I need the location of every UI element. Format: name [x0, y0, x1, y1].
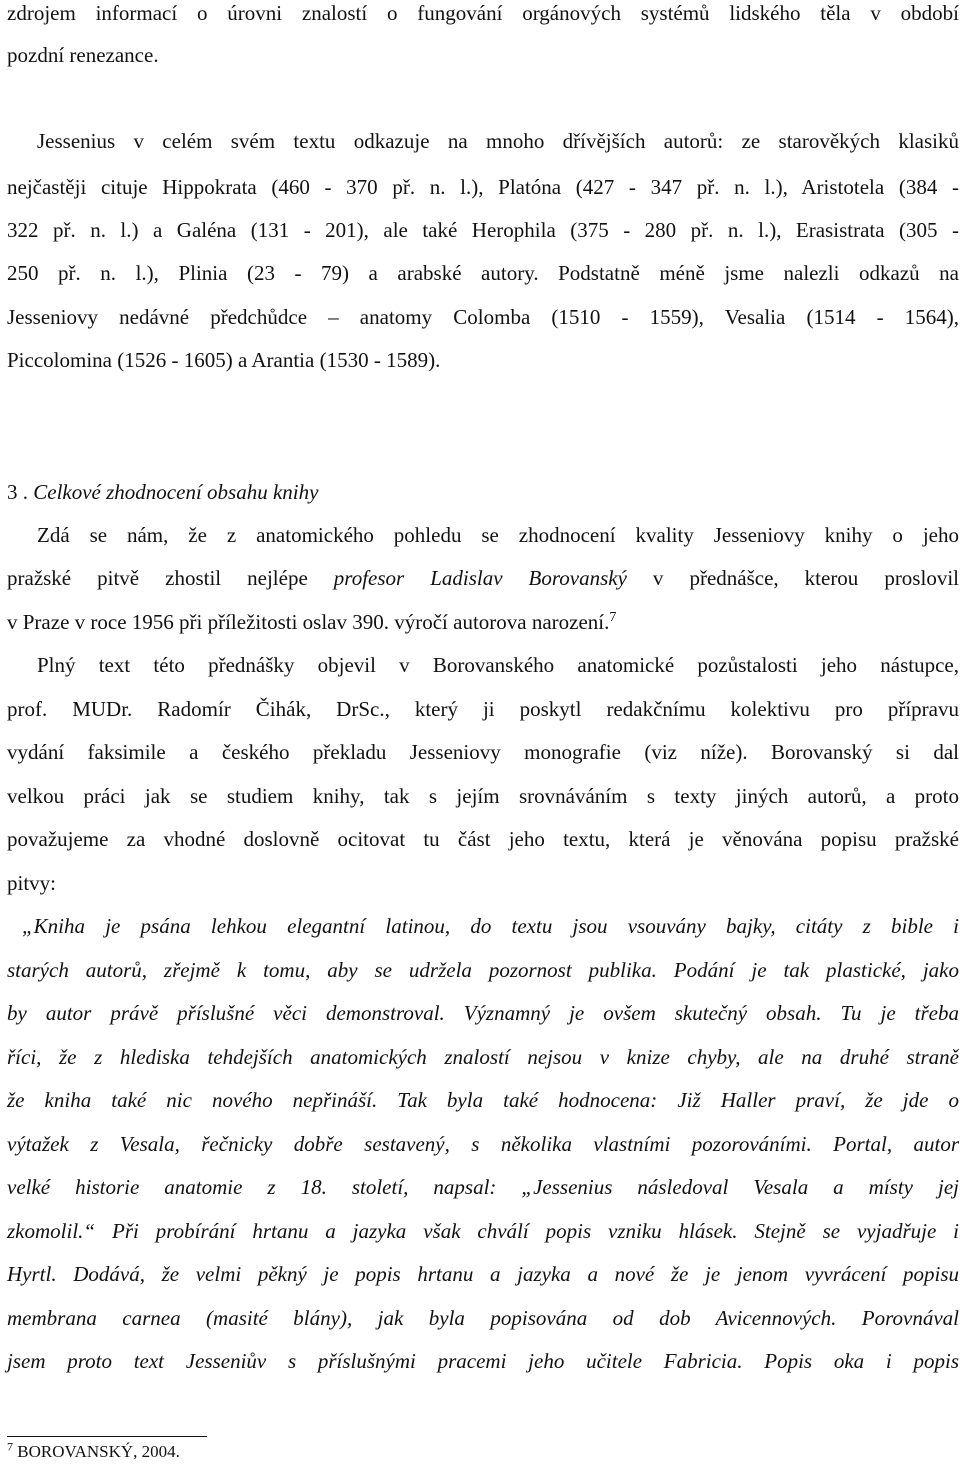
quote-line: „Kniha je psána lehkou elegantní latinou, do textu jsou vsouvány bajky, citáty z bible i [22, 914, 959, 938]
quote-line: velké historie anatomie z 18. století, napsal: „Jessenius následoval Vesala a místy jej [7, 1175, 959, 1199]
section-title: Celkové zhodnocení obsahu knihy [33, 480, 319, 504]
text-line: Piccolomina (1526 - 1605) a Arantia (1530 - 1589). [7, 348, 441, 372]
text-span: v přednášce, kterou proslovil [626, 566, 959, 590]
text-line: zdrojem informací o úrovni znalostí o fungování orgánových systémů lidského těla v období [7, 1, 959, 25]
text-line: Zdá se nám, že z anatomického pohledu se zhodnocení kvality Jesseniovy knihy o jeho [37, 523, 959, 547]
section-heading [7, 477, 959, 507]
quote-line: membrana carnea (masité blány), jak byla popisována od dob Avicennových. Porovnával [7, 1306, 959, 1330]
text-line: Plný text této přednášky objevil v Borovanského anatomické pozůstalosti jeho nástupce, [37, 653, 959, 677]
text-line: pitvy: [7, 871, 57, 895]
text-line: 322 př. n. l.) a Galéna (131 - 201), ale také Herophila (375 - 280 př. n. l.), Erasistrata (305 - [7, 218, 959, 242]
quote-line: Hyrtl. Dodává, že velmi pěkný je popis hrtanu a jazyka a nové že je jenom vyvrácení popisu [7, 1262, 959, 1286]
text-line: 250 př. n. l.), Plinia (23 - 79) a arabské autory. Podstatně méně jsme nalezli odkazů na [7, 261, 959, 285]
text-span: v Praze v roce 1956 při příležitosti oslav 390. výročí autorova narození. [7, 610, 610, 634]
quote-line: jsem proto text Jesseniův s příslušnými pracemi jeho učitele Fabricia. Popis oka i popis [7, 1349, 959, 1373]
text-line: nejčastěji cituje Hippokrata (460 - 370 př. n. l.), Platóna (427 - 347 př. n. l.), Aristotela (384 - [7, 175, 959, 199]
professor-name: profesor Ladislav Borovanský [333, 566, 627, 590]
quote-line: starých autorů, zřejmě k tomu, aby se udržela pozornost publika. Podání je tak plastické, jako [7, 958, 959, 982]
footnote-number: 7 [7, 1439, 13, 1454]
footnote-text: BOROVANSKÝ, 2004. [17, 1442, 180, 1461]
text-line: pozdní renezance. [7, 43, 159, 67]
text-line [7, 607, 959, 637]
quote-line: že kniha také nic nového nepřináší. Tak byla také hodnocena: Již Haller praví, že jde o [7, 1088, 959, 1112]
quote-line: by autor právě příslušné věci demonstroval. Významný je ovšem skutečný obsah. Tu je třeba [7, 1001, 959, 1025]
footnote [7, 1440, 180, 1464]
text-line: prof. MUDr. Radomír Čihák, DrSc., který ji poskytl redakčnímu kolektivu pro přípravu [7, 697, 959, 721]
text-line: vydání faksimile a českého překladu Jesseniovy monografie (viz níže). Borovanský si dal [7, 740, 959, 764]
text-line: považujeme za vhodné doslovně ocitovat tu část jeho textu, která je věnována popisu pražské [7, 827, 959, 851]
quote-line: říci, že z hlediska tehdejších anatomických znalostí nejsou v knize chyby, ale na druhé straně [7, 1045, 959, 1069]
footnote-divider [7, 1436, 207, 1437]
text-line: Jesseniovy nedávné předchůdce – anatomy Colomba (1510 - 1559), Vesalia (1514 - 1564), [7, 305, 959, 329]
quote-line: zkomolil.“ Při probírání hrtanu a jazyka však chválí popis vzniku hlásek. Stejně se vyjadřuje i [7, 1219, 959, 1243]
text-line: Jessenius v celém svém textu odkazuje na mnoho dřívějších autorů: ze starověkých klasiků [37, 129, 959, 153]
section-number: 3 . [7, 480, 28, 504]
text-span: pražské pitvě zhostil nejlépe [7, 566, 334, 590]
quote-line: výtažek z Vesala, řečnicky dobře sestavený, s několika vlastními pozorováními. Portal, autor [7, 1132, 959, 1156]
footnote-ref[interactable]: 7 [609, 610, 617, 625]
text-line: velkou práci jak se studiem knihy, tak s jejím srovnáváním s texty jiných autorů, a proto [7, 784, 959, 808]
text-line [7, 563, 959, 593]
